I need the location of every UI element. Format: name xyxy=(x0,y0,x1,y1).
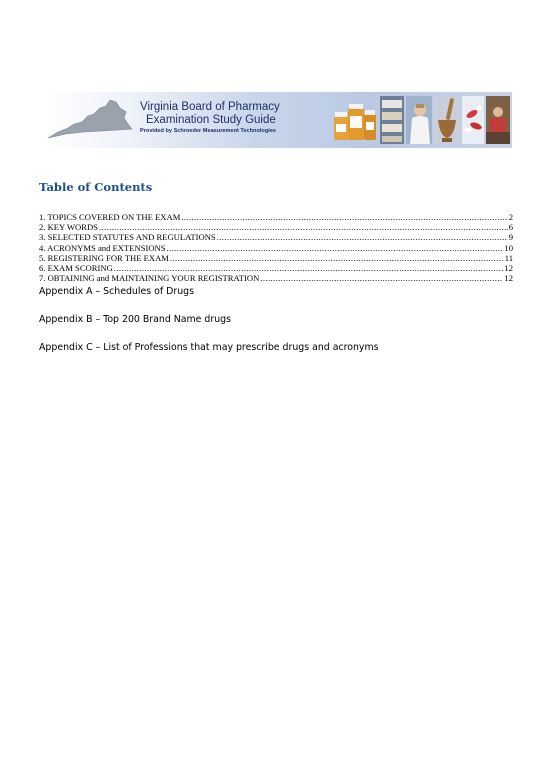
pharmacy-shelves-photo xyxy=(380,96,404,144)
pills-photo xyxy=(462,96,484,144)
toc-entry-label: 2. KEY WORDS xyxy=(39,222,98,233)
toc-entry-scoring[interactable] xyxy=(39,263,513,273)
toc-entry-label: 3. SELECTED STATUTES AND REGULATIONS xyxy=(39,232,216,243)
toc-entry-page: 10 xyxy=(504,242,513,253)
toc-entry-statutes[interactable] xyxy=(39,232,513,242)
banner-photos xyxy=(334,96,510,144)
toc-entry-label: 6. EXAM SCORING xyxy=(39,262,113,273)
appendix-c: Appendix C – List of Professions that may prescribe drugs and acronyms xyxy=(39,342,379,353)
toc-entry-page: 2 xyxy=(508,212,513,222)
toc-leader xyxy=(99,222,508,232)
toc-entry-page: 6 xyxy=(508,222,513,233)
toc-leader xyxy=(260,273,503,283)
banner-provided-by: Provided by Schroeder Measurement Technologies xyxy=(140,128,277,134)
toc-entry-label: 4. ACRONYMS and EXTENSIONS xyxy=(39,242,166,253)
toc-entry-obtaining[interactable] xyxy=(39,273,513,283)
toc-entry-acronyms[interactable] xyxy=(39,243,513,253)
virginia-map-icon xyxy=(44,94,136,146)
toc-entry-key-words[interactable] xyxy=(39,222,513,232)
pharmacist-photo xyxy=(406,96,432,144)
toc-leader xyxy=(114,263,504,273)
toc-entry-label: 7. OBTAINING and MAINTAINING YOUR REGISTRATION xyxy=(39,273,260,284)
toc-entry-registering[interactable] xyxy=(39,253,513,263)
toc-leader xyxy=(217,232,508,242)
banner-title-block xyxy=(140,101,280,136)
toc-leader xyxy=(170,253,504,263)
pharmacy-counter-photo xyxy=(486,96,510,144)
toc-entry-topics[interactable] xyxy=(39,212,513,222)
toc-entry-page: 11 xyxy=(504,252,513,263)
toc-entry-label: 5. REGISTERING FOR THE EXAM xyxy=(39,252,169,263)
toc-entry-label: 1. TOPICS COVERED ON THE EXAM xyxy=(39,212,181,222)
toc-entry-page: 12 xyxy=(504,273,513,284)
banner-title-line2: Examination Study Guide xyxy=(146,114,276,126)
toc-entry-page: 12 xyxy=(504,262,513,273)
toc-entry-page: 9 xyxy=(508,232,513,243)
pill-bottles-photo xyxy=(334,104,376,140)
appendix-b: Appendix B – Top 200 Brand Name drugs xyxy=(39,314,231,325)
toc-leader xyxy=(181,212,507,222)
toc-list xyxy=(39,212,513,283)
mortar-pestle-photo xyxy=(434,96,460,144)
toc-leader xyxy=(167,243,504,253)
header-banner xyxy=(44,92,512,148)
banner-title-line1: Virginia Board of Pharmacy xyxy=(140,101,280,113)
appendix-a: Appendix A – Schedules of Drugs xyxy=(39,286,194,297)
toc-heading: Table of Contents xyxy=(39,180,153,194)
